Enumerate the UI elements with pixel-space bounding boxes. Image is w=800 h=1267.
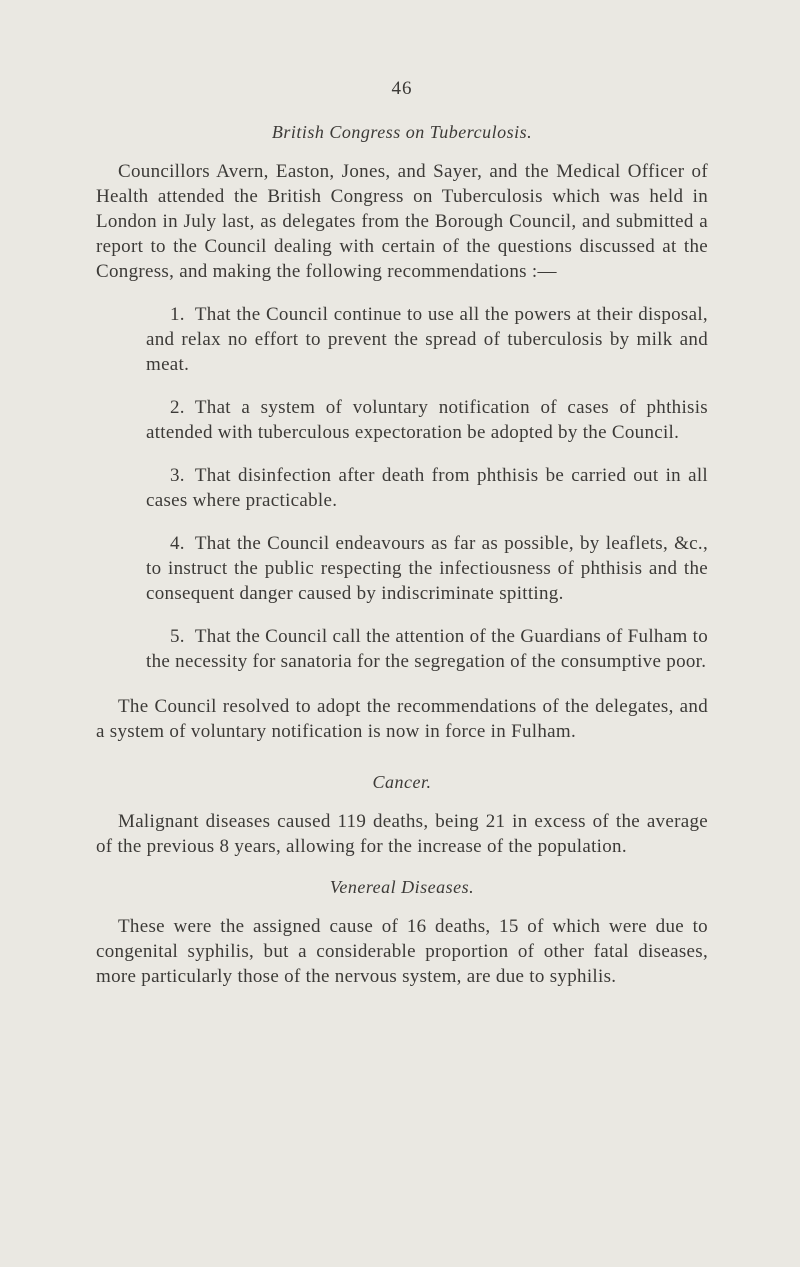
recommendation-number: 4. — [170, 533, 185, 554]
page-number: 46 — [391, 78, 413, 99]
recommendation-text: That the Council endeavours as far as possible, by leaflets, &c., to instruct the public respecting the infectiousness of phthisis and the consequent danger caused by indiscriminate spitting. — [146, 533, 708, 604]
recommendation-item — [146, 531, 708, 606]
recommendation-number: 1. — [170, 304, 185, 325]
recommendation-item — [146, 302, 708, 377]
recommendation-text: That the Council call the attention of the Guardians of Fulham to the necessity for sanatoria for the segregation of the consumptive poor. — [146, 626, 708, 672]
cancer-heading: Cancer. — [372, 772, 432, 792]
recommendation-text: That a system of voluntary notification of cases of phthisis attended with tuberculous expectoration be adopted by the Council. — [146, 397, 708, 443]
recommendation-item — [146, 463, 708, 513]
venereal-paragraph: These were the assigned cause of 16 deaths, 15 of which were due to congenital syphilis, but a considerable proportion of other fatal diseases, more particularly those of the nervous system, are due to syphilis. — [96, 916, 708, 987]
tuberculosis-intro: Councillors Avern, Easton, Jones, and Sayer, and the Medical Officer of Health attended the British Congress on Tuberculosis which was held in London in July last, as delegates from the Borough Council, and submitted a report to the Council dealing with certain of the questions discussed at the Congress, and making the following recommendations :— — [96, 161, 708, 282]
recommendation-text: That disinfection after death from phthisis be carried out in all cases where practicable. — [146, 465, 708, 511]
recommendation-number: 3. — [170, 465, 185, 486]
tuberculosis-conclusion: The Council resolved to adopt the recommendations of the delegates, and a system of voluntary notification is now in force in Fulham. — [96, 696, 708, 742]
tuberculosis-heading: British Congress on Tuberculosis. — [271, 122, 533, 142]
recommendation-item — [146, 624, 708, 674]
recommendations-list — [96, 302, 708, 674]
cancer-paragraph: Malignant diseases caused 119 deaths, being 21 in excess of the average of the previous 8 years, allowing for the increase of the population. — [96, 811, 708, 857]
venereal-heading: Venereal Diseases. — [329, 877, 475, 897]
recommendation-item — [146, 395, 708, 445]
recommendation-number: 2. — [170, 397, 185, 418]
recommendation-text: That the Council continue to use all the powers at their disposal, and relax no effort to prevent the spread of tuberculosis by milk and meat. — [146, 304, 708, 375]
recommendation-number: 5. — [170, 626, 185, 647]
section-spacer — [96, 762, 708, 772]
